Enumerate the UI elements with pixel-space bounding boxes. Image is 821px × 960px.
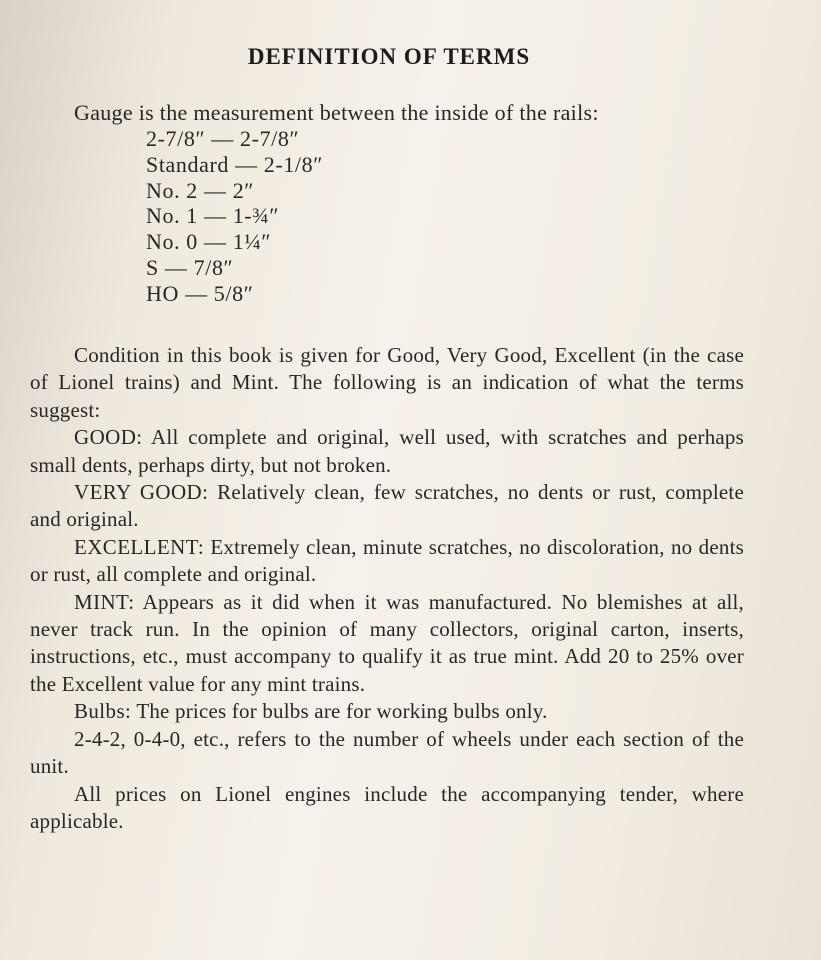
excellent-term: EXCELLENT: [74, 534, 205, 559]
gauge-intro: Gauge is the measurement between the inside of the rails: [74, 100, 599, 125]
excellent-paragraph [30, 534, 744, 589]
gauge-item: S — 7/8″ [146, 254, 234, 280]
very-good-text: Relatively clean, few scratches, no dents or rust, complete and original. [30, 480, 744, 532]
gauge-item: 2-7/8″ — 2-7/8″ [146, 126, 300, 151]
prices-paragraph: All prices on Lionel engines include the accompanying tender, where applicable. [30, 781, 744, 833]
bulbs-paragraph [30, 698, 744, 725]
bulbs-term: Bulbs: [74, 699, 132, 724]
mint-paragraph [30, 589, 744, 699]
bulbs-text: The prices for bulbs are for working bulbs only. [131, 699, 548, 724]
very-good-term: VERY GOOD: [74, 480, 209, 505]
excellent-text: Extremely clean, minute scratches, no discoloration, no dents or rust, all complete and original. [30, 534, 744, 587]
gauge-list [146, 126, 323, 307]
gauge-item: No. 2 — 2″ [146, 177, 255, 203]
mint-text: Appears as it did when it was manufactured. No blemishes at all, never track run. In the opinion of many collectors, original carton, inserts, instructions, etc., must accompany to qualify it as true mint. Add 20 to 25% over the Excellent value for any mint trains. [30, 589, 744, 696]
good-text: All complete and original, well used, with scratches and perhaps small dents, perhaps dirty, but not broken. [30, 425, 744, 477]
mint-term: MINT: [74, 589, 135, 614]
good-paragraph [30, 424, 744, 479]
condition-paragraph: Condition in this book is given for Good, Very Good, Excellent (in the case of Lionel trains) and Mint. The following is an indication of what the terms suggest: [30, 343, 744, 422]
wheels-paragraph: 2-4-2, 0-4-0, etc., refers to the number of wheels under each section of the unit. [30, 726, 744, 779]
gauge-item: No. 0 — 1¼″ [146, 229, 272, 255]
gauge-item: Standard — 2-1/8″ [146, 151, 324, 177]
very-good-paragraph [30, 479, 744, 534]
page-title: DEFINITION OF TERMS [247, 44, 531, 69]
gauge-item: HO — 5/8″ [146, 280, 254, 306]
gauge-item: No. 1 — 1-¾″ [146, 203, 280, 229]
good-term: GOOD: [74, 425, 143, 450]
definitions-body [30, 342, 744, 835]
